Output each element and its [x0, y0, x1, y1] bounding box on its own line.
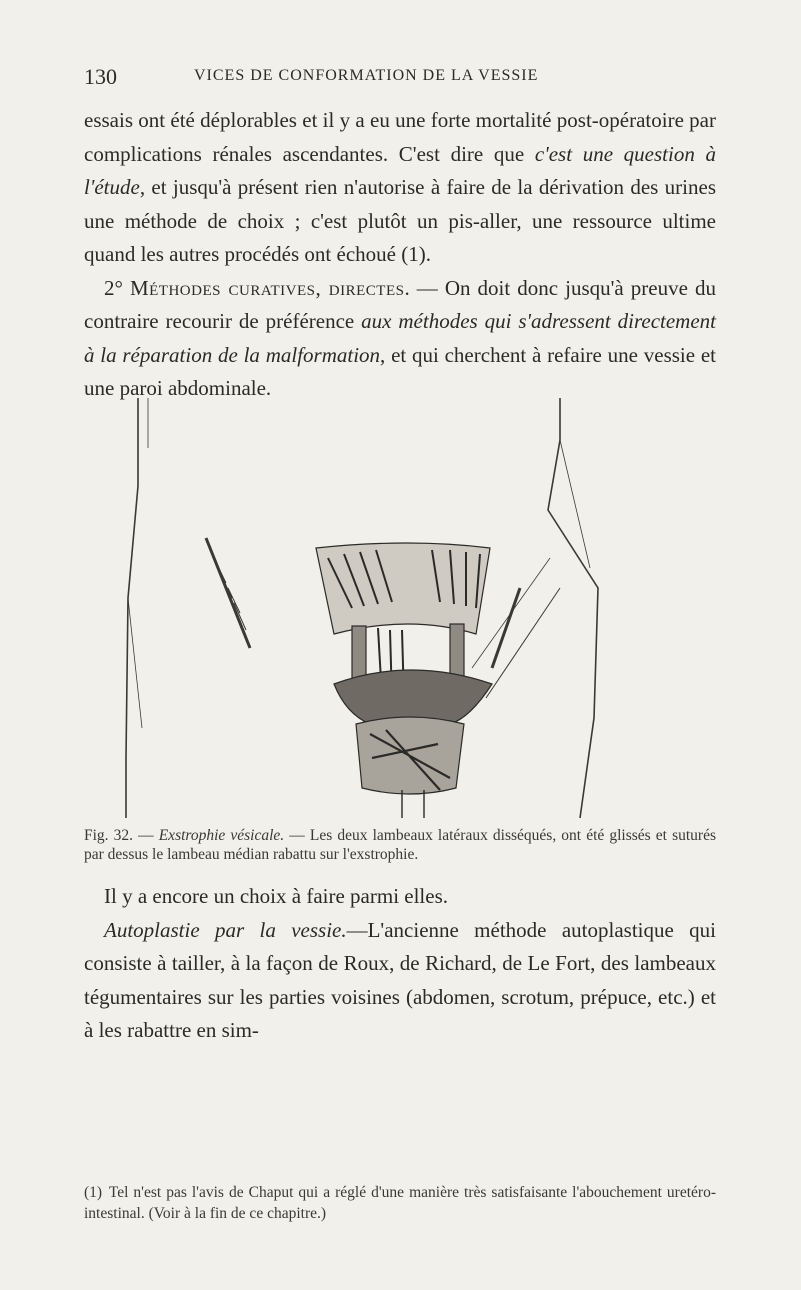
paragraph-2-text-c: , et qui cherchent à refaire une vessie et une paroi abdominale. [84, 342, 716, 400]
text-block-top [84, 104, 716, 406]
paragraph-2-smallcaps: Méthodes curatives, directes [129, 275, 405, 300]
text-block-bottom [84, 880, 716, 1048]
footnote-mark: (1) [84, 1184, 103, 1201]
caption-dash: — [133, 827, 159, 844]
paragraph-4 [84, 914, 716, 1048]
paragraph-3: Il y a encore un choix à faire parmi elles. [104, 884, 449, 908]
paragraph-1-text-c: , et jusqu'à présent rien n'autorise à faire de la dérivation des urines une méthode de choix ; c'est plutôt un pis-aller, une ressource ultime quand les autres procédés ont échoué (1). [84, 175, 716, 266]
paragraph-1 [84, 104, 716, 272]
paragraph-1-text-a: essais ont été déplorables et il y a eu une forte mortalité post-opératoire par complications rénales ascendantes. C'est dire que [84, 108, 716, 166]
central-organ [316, 543, 492, 818]
paragraph-1-italic: c'est une question à l'étude [84, 141, 717, 199]
left-flap-outline [126, 398, 138, 818]
paragraph-4-italic: Autoplastie par la vessie. [104, 917, 347, 942]
figure-label: Fig. 32. [84, 827, 134, 844]
paragraph-4-text: —L'ancienne méthode autoplastique qui consiste à tailler, à la façon de Roux, de Richard, de Le Fort, des lambeaux tégumentaires sur les parties voisines (abdomen, scrotum, prépuce, etc.) et à les rabattre en sim- [84, 917, 716, 1042]
right-hatched-strip [492, 588, 520, 668]
paragraph-2 [84, 272, 716, 406]
figure-caption [84, 826, 716, 864]
footnote-text: Tel n'est pas l'avis de Chaput qui a réglé d'une manière très satisfaisante l'abouchement uretéro-intestinal. (Voir à la fin de ce chapitre.) [84, 1184, 716, 1222]
paragraph-2-italic: aux méthodes qui s'adressent directement à la réparation de la malformation [84, 309, 716, 367]
figure-title: Exstrophie vésicale. [158, 827, 285, 844]
page-number: 130 [84, 64, 117, 89]
caption-text: — Les deux lambeaux latéraux disséqués, ont été glissés et suturés par dessus le lambeau médian rabattu sur l'exstrophie. [84, 827, 716, 863]
paragraph-2-number: 2° [104, 275, 130, 300]
right-flap-outline [548, 398, 598, 818]
running-head: VICES DE CONFORMATION DE LA VESSIE [194, 67, 539, 84]
figure-exstrophy-illustration [120, 398, 700, 818]
footnote [84, 1182, 716, 1224]
page-header [84, 64, 714, 88]
paragraph-2-text-a: . — On doit donc jusqu'à preuve du contraire recourir de préférence [84, 275, 716, 333]
